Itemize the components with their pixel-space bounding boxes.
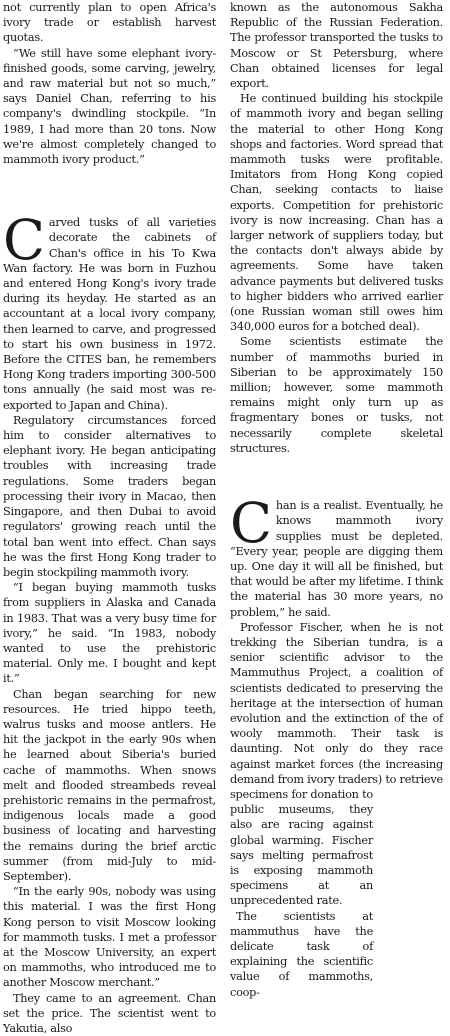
paragraph: “I began buying mammoth tusks from suppliers in Alaska and Canada in 1983. That was a very busy time for ivory,” he said. “In 1983, nobody wanted to use the prehistoric material. Only me. I bought and kept it.”	[3, 581, 216, 686]
paragraph: specimens for donation to public museums, they also are racing against global warming. Fischer says melting permafrost is exposing mammoth specimens at an unprecedented rate.	[230, 787, 373, 908]
drop-cap: C	[230, 491, 272, 556]
paragraph: Professor Fischer, when he is not trekking the Siberian tundra, is a senior scientific advisor to the Mammuthus Project, a coalition of scientists dedicated to preserving the heritage at the intersection of human evolution and the extinction of the of wooly mammoth. Their task is daunting. Not only do they race against market forces (the increasing demand from ivory traders) to retrieve	[230, 620, 443, 786]
paragraph-text: han is a realist. Eventually, he knows mammoth ivory supplies must be depleted. “Every year, people are digging them up. One day it will all be finished, but that would be after my lifetime. I think the material has 30 more years, no problem,” he said.	[230, 499, 443, 619]
paragraph: He continued building his stockpile of mammoth ivory and began selling the material to other Hong Kong shops and factories. Word spread that mammoth tusks were profitable. Imitators from Hong Kong copied Chan, seeking contacts to liaise exports. Competition for prehistoric ivory is now increasing. Chan has a larger network of suppliers today, but the contacts don't always abide by agreements. Some have taken advance payments but delivered tusks to higher bidders who arrived earlier (one Russian woman still owes him 340,000 euros for a botched deal).	[230, 92, 443, 334]
paragraph-text: arved tusks of all varieties decorate the cabinets of Chan's office in his To Kwa Wan factory. He was born in Fuzhou and entered Hong Kong's ivory trade during its heyday. He started as an accountant at a local ivory company, then learned to carve, and progressed to start his own business in 1972. Before the CITES ban, he remembers Hong Kong traders importing 300-500 tons annually (he said most was re-exported to Japan and China).	[3, 216, 216, 412]
article-column-left	[3, 0, 216, 1035]
article-column-right	[230, 0, 443, 999]
paragraph: known as the autonomous Sakha Republic of the Russian Federation. The professor transported the tusks to Moscow or St Petersburg, where Chan obtained licenses for legal export.	[230, 1, 443, 91]
paragraph: “We still have some elephant ivory-finished goods, some carving, jewelry, and raw material but not so much,” says Daniel Chan, referring to his company's dwindling stockpile. “In 1989, I had more than 20 tons. Now we're almost completely changed to mammoth ivory product.”	[3, 46, 216, 167]
paragraph: “In the early 90s, nobody was using this material. I was the first Hong Kong person to visit Moscow looking for mammoth tusks. I met a professor at the Moscow University, an expert on mammoths, who introduced me to another Moscow merchant.”	[3, 885, 216, 990]
paragraph: The scientists at mammuthus have the delicate task of explaining the scientific value of mammoths, coop-	[230, 909, 373, 999]
paragraph: Chan began searching for new resources. He tried hippo teeth, walrus tusks and moose antlers. He hit the jackpot in the early 90s when he learned about Siberia's buried cache of mammoths. When snows melt and flooded streambeds reveal prehistoric remains in the permafrost, indigenous locals made a good business of locating and harvesting the remains during the brief arctic summer (from mid-July to mid-September).	[3, 687, 216, 883]
paragraph: They came to an agreement. Chan set the price. The scientist went to Yakutia, also	[3, 991, 216, 1035]
drop-cap: C	[3, 208, 45, 273]
section-opening-paragraph	[3, 208, 216, 413]
paragraph: Regulatory circumstances forced him to consider alternatives to elephant ivory. He began anticipating troubles with increasing trade regulations. Some traders began processing their ivory in Macao, then Singapore, and then Dubai to avoid regulators' growing reach until the total ban went into effect. Chan says he was the first Hong Kong trader to begin stockpiling mammoth ivory.	[3, 413, 216, 579]
paragraph: not currently plan to open Africa's ivory trade or establish harvest quotas.	[3, 1, 216, 45]
section-opening-paragraph	[230, 491, 443, 620]
paragraph: Some scientists estimate the number of mammoths buried in Siberian to be approximately 150 million; however, some mammoth remains might only turn up as fragmentary bones or tusks, not necessarily complete skeletal structures.	[230, 335, 443, 455]
